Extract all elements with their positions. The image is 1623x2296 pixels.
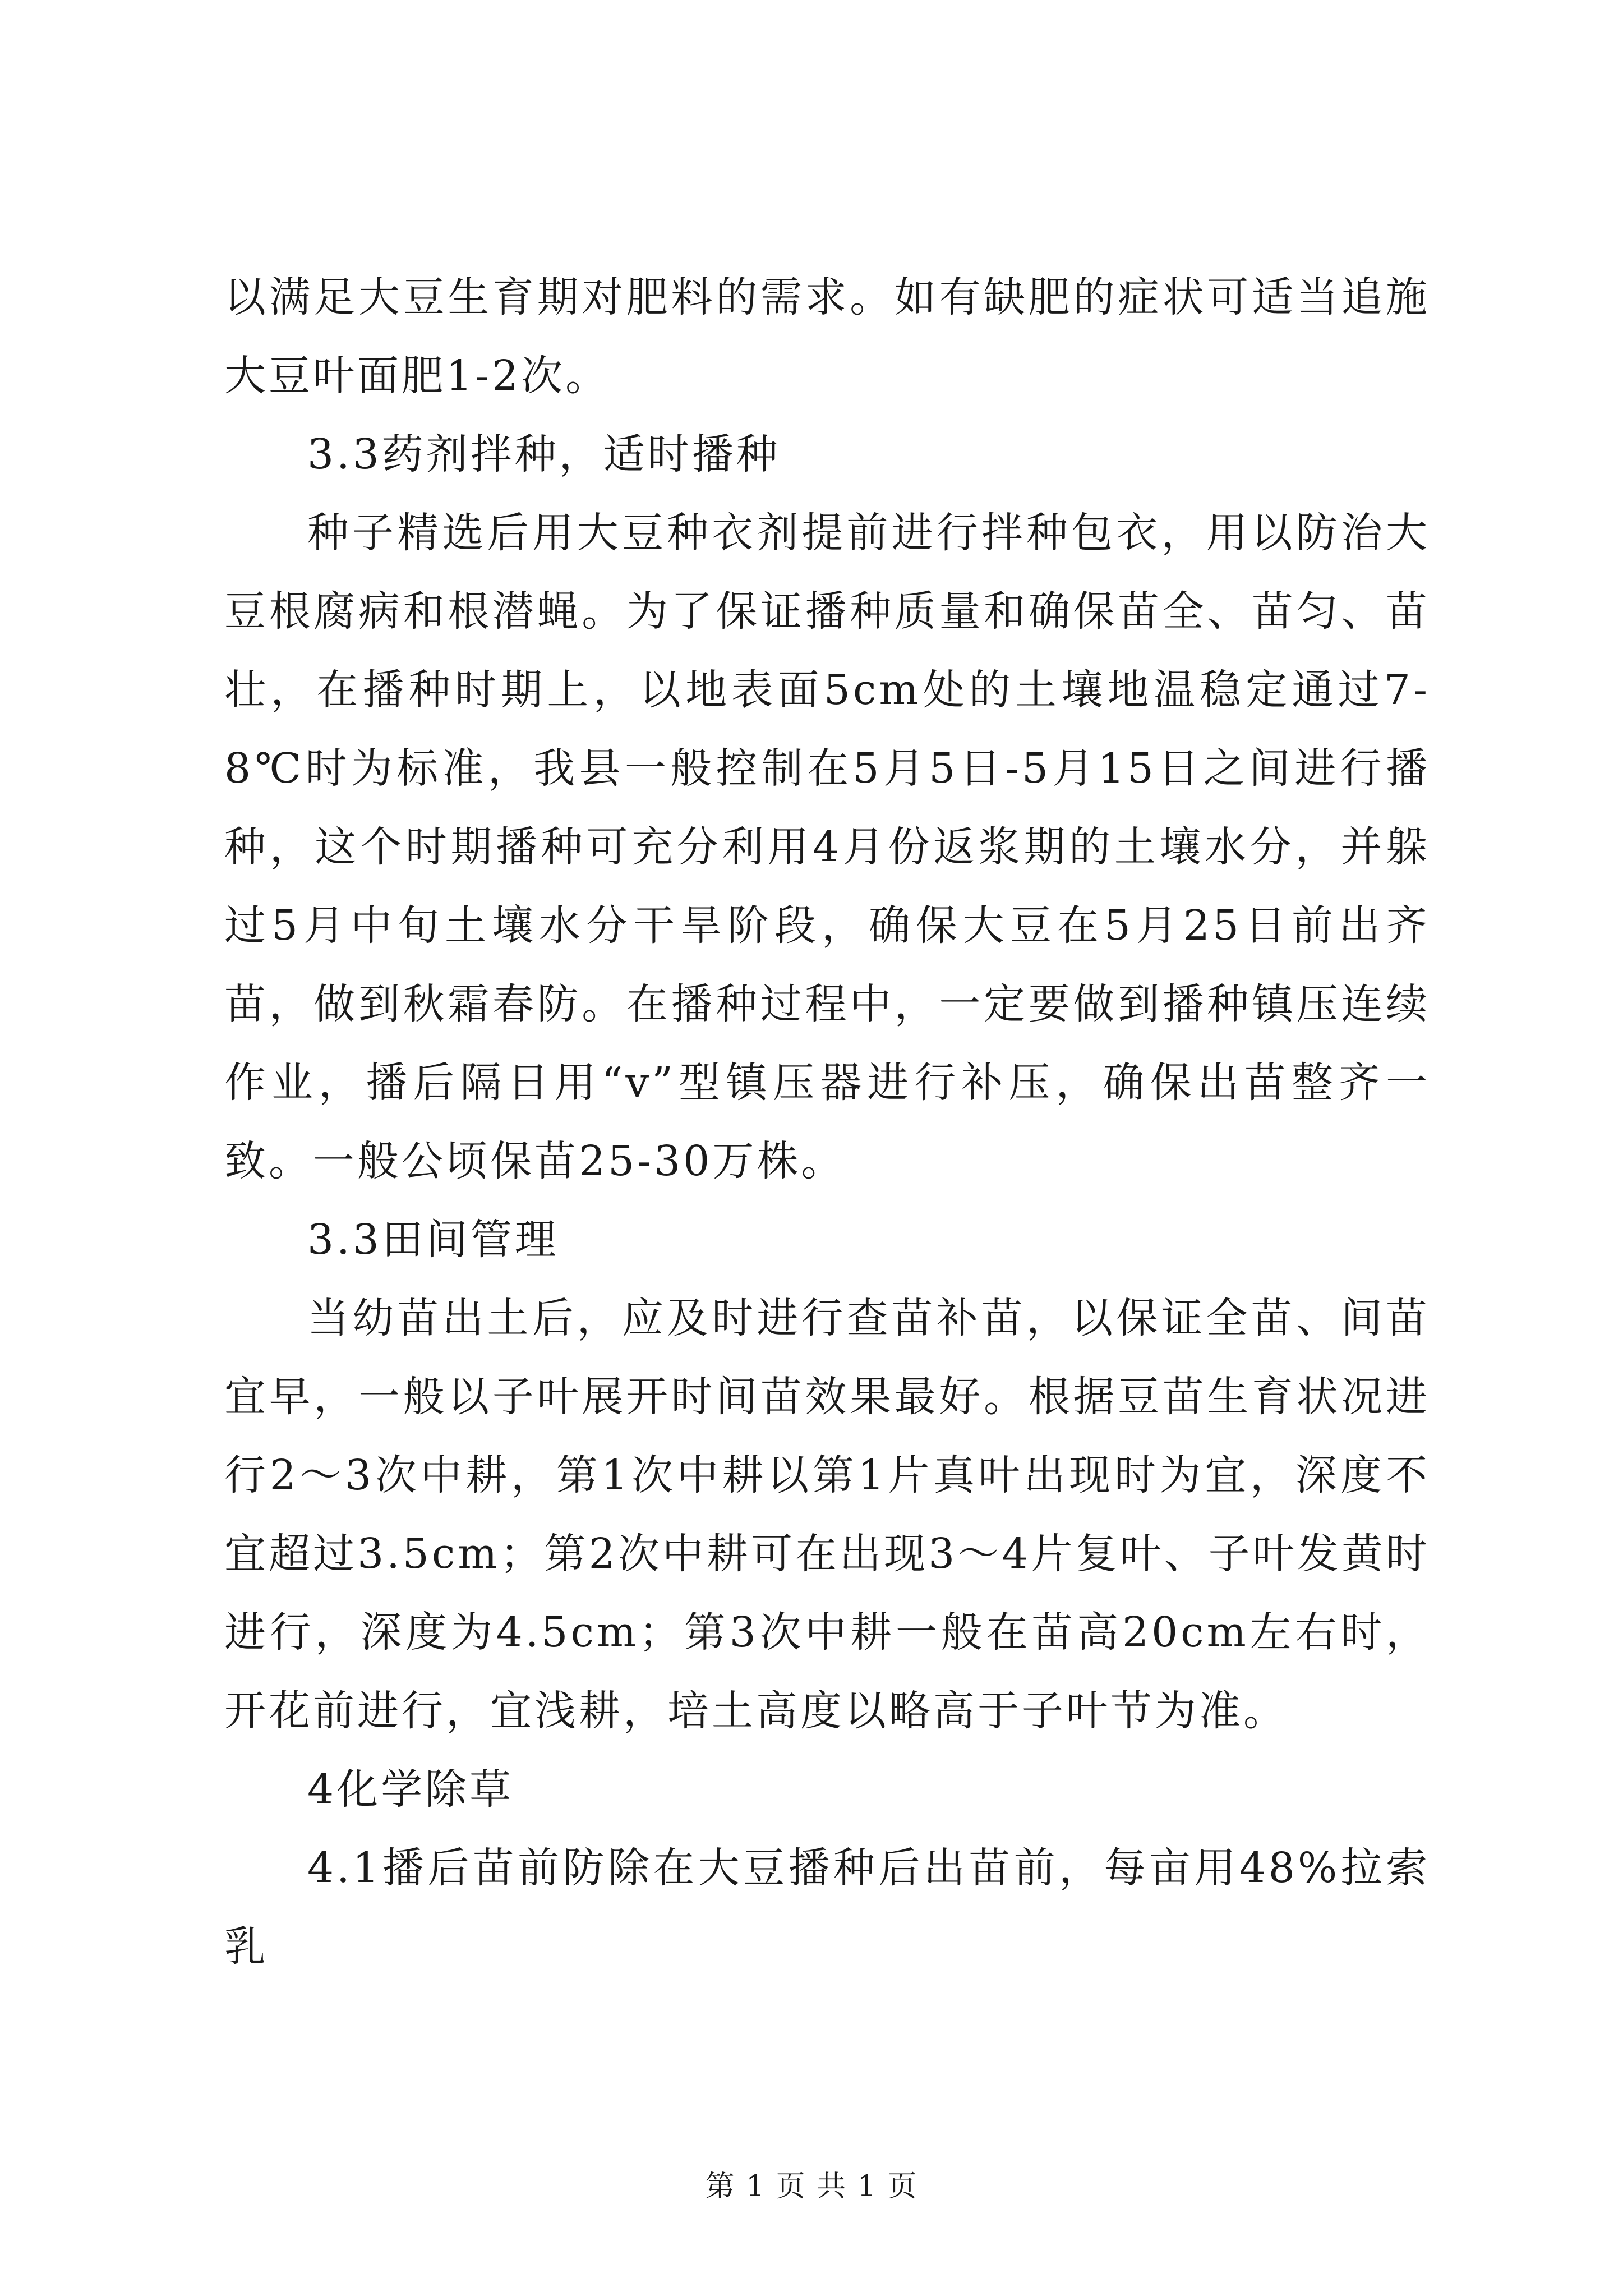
- paragraph-field-management: 当幼苗出土后，应及时进行查苗补苗，以保证全苗、间苗宜早，一般以子叶展开时间苗效果最好。根据豆苗生育状况进行2～3次中耕，第1次中耕以第1片真叶出现时为宜，深度不宜超过3.5cm；第2次中耕可在出现3～4片复叶、子叶发黄时进行，深度为4.5cm；第3次中耕一般在苗高20cm左右时，开花前进行，宜浅耕，培土高度以略高于子叶节为准。: [224, 1294, 1430, 1735]
- paragraph-pre-emergence: 4.1播后苗前防除在大豆播种后出苗前，每亩用48%拉索乳: [224, 1844, 1430, 1971]
- page-footer: 第 1 页 共 1 页: [705, 2170, 918, 2203]
- document-body: [224, 258, 1430, 1986]
- paragraph-seed-dressing: 种子精选后用大豆种衣剂提前进行拌种包衣，用以防治大豆根腐病和根潜蝇。为了保证播种质量和确保苗全、苗匀、苗壮，在播种时期上，以地表面5cm处的土壤地温稳定通过7-8℃时为标准，我县一般控制在5月5日-5月15日之间进行播种，这个时期播种可充分利用4月份返浆期的土壤水分，并躲过5月中旬土壤水分干旱阶段，确保大豆在5月25日前出齐苗，做到秋霜春防。在播种过程中，一定要做到播种镇压连续作业，播后隔日用“v”型镇压器进行补压，确保出苗整齐一致。一般公顷保苗25-30万株。: [224, 509, 1430, 1185]
- paragraph-fertilizer: 以满足大豆生育期对肥料的需求。如有缺肥的症状可适当追施大豆叶面肥1-2次。: [224, 273, 1430, 400]
- heading-chemical-weeding: 4化学除草: [307, 1765, 514, 1814]
- heading-seed-dressing: 3.3药剂拌种，适时播种: [307, 430, 781, 478]
- heading-field-management: 3.3田间管理: [307, 1216, 559, 1264]
